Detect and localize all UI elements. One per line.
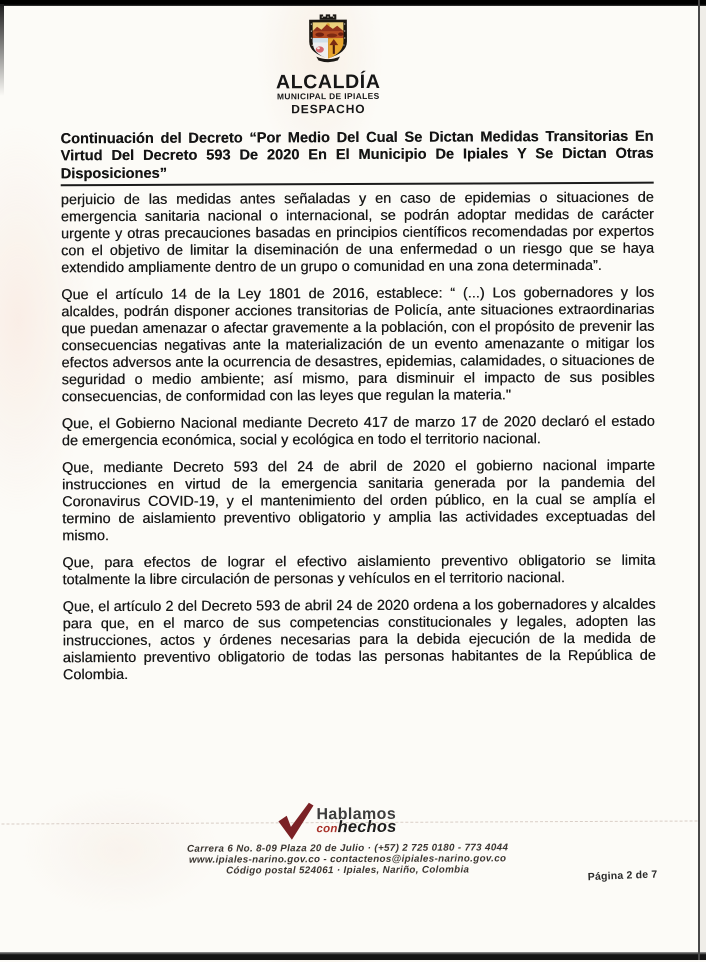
document-paragraph: Que, el artículo 2 del Decreto 593 de abril 24 de 2020 ordena a los gobernadores y alcaldes para que, en el marco de sus competencias constitucionales y legales, adopten las instrucciones, actos y órdenes necesarias para la debida ejecución de la medida de aislamiento preventivo obligatorio de todas las personas habitantes de la República de Colombia. (62, 596, 656, 684)
scan-edge-top (0, 0, 706, 6)
office-label: DESPACHO (291, 101, 366, 117)
document-paragraph: Que, mediante Decreto 593 del 24 de abril de 2020 el gobierno nacional imparte instrucciones en virtud de la emergencia sanitaria generada por la pandemia del Coronavirus COVID-19, y el mantenimiento del orden público, en la cual se amplía el termino de aislamiento preventivo obligatorio y amplia las actividades exceptuadas del mismo. (61, 457, 656, 545)
decree-title: Continuación del Decreto “Por Medio Del Cual Se Dictan Medidas Transitorias En Virtud Del Decreto 593 De 2020 En El Municipio De Ipiales Y Se Dictan Otras Disposiciones” (60, 129, 653, 186)
logo-word-hablamos: Hablamos (316, 805, 397, 824)
document-paragraph: Que, para efectos de lograr el efectivo aislamiento preventivo obligatorio se limita totalmente la libre circulación de personas y vehículos en el territorio nacional. (62, 552, 656, 589)
scan-edge-bottom (0, 952, 706, 960)
document-header (0, 0, 658, 118)
address-line: Código postal 524061 · Ipiales, Nariño, Colombia (226, 864, 470, 877)
checkmark-icon (277, 801, 314, 846)
decree-body (61, 190, 656, 695)
document-paragraph: Que el artículo 14 de la Ley 1801 de 2016, establece: “ (...) Los gobernadores y los alcaldes, podrán disponer acciones transitorias de Policía, ante situaciones extraordinarias que puedan amenazar o afectar gravemente a la población, con el propósito de prevenir las consecuencias negativas ante la materialización de un evento amenazante o mitigar los efectos adversos ante la ocurrencia de desastres, epidemias, calamidades, o situaciones de seguridad o medio ambiente; así mismo, para disminuir el impacto de sus posibles consecuencias, de conformidad con las leyes que regulan la materia." (61, 284, 655, 406)
logo-text (316, 805, 397, 837)
document-paragraph: Que, el Gobierno Nacional mediante Decreto 417 de marzo 17 de 2020 declaró el estado de emergencia económica, social y ecológica en todo el territorio nacional. (61, 413, 655, 450)
scan-edge-right-line (698, 0, 700, 960)
scan-edge-left (0, 4, 4, 96)
ipiales-coat-of-arms-icon (0, 10, 658, 72)
document-paragraph: perjuicio de las medidas antes señaladas y en caso de epidemias o situaciones de emergencia sanitaria nacional o internacional, se podrán adoptar medidas de carácter urgente y otras precauciones basadas en principios científicos recomendadas por expertos con el objetivo de limitar la diseminación de una enfermedad o un riesgo que se haya extendido ampliamente dentro de un grupo o comunidad en una zona determinada”. (60, 189, 655, 277)
address-line: www.ipiales-narino.gov.co - contactenos@ipiales-narino.gov.co (188, 853, 507, 866)
logo-word-conhechos: conhechos (316, 817, 397, 837)
page-number: Página 2 de 7 (587, 868, 658, 884)
hablamos-con-hechos-logo (277, 801, 396, 847)
scan-edge-right-margin (700, 0, 706, 960)
address-line: Carrera 6 No. 8-09 Plaza 20 de Julio · (+57) 2 725 0180 - 773 4044 (186, 842, 509, 855)
org-name: ALCALDÍA (275, 70, 381, 94)
org-subtitle: MUNICIPAL DE IPIALES (276, 90, 380, 102)
